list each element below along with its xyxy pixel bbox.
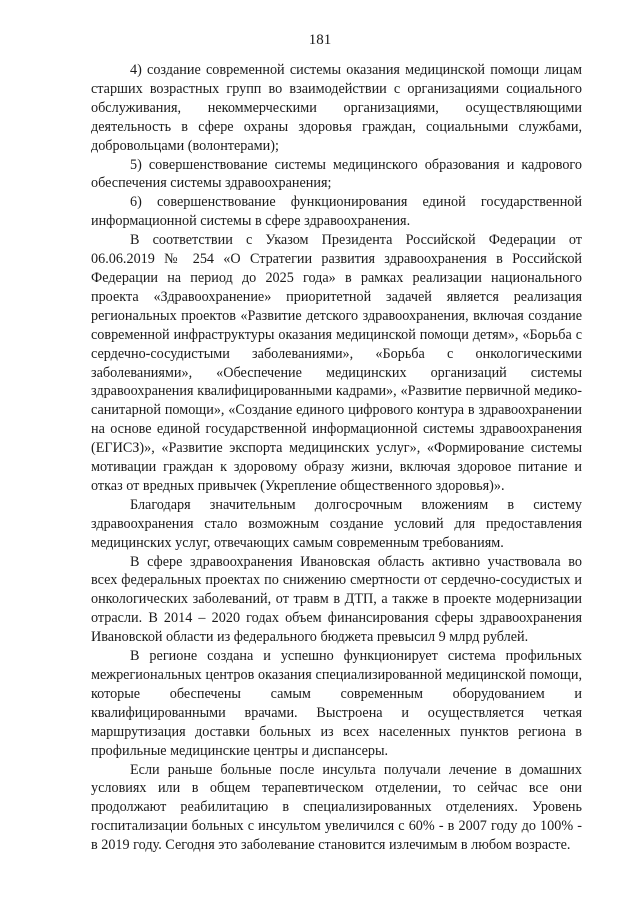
document-body (91, 61, 582, 855)
page-number: 181 (308, 32, 332, 48)
paragraph-projects: В соответствии с Указом Президента Российской Федерации от 06.06.2019 № 254 «О Стратегии развития здравоохранения в Российской Федерации на период до 2025 года» в рамках реализации национального проекта «Здравоохранение» приоритетной задачей является реализация региональных проектов «Развитие детского здравоохранения, включая создание современной инфраструктуры оказания медицинской помощи детям», «Борьба с сердечно-сосудистыми заболеваниями», «Борьба с онкологическими заболеваниями», «Обеспечение медицинских организаций системы здравоохранения квалифицированными кадрами», «Развитие первичной медико-санитарной помощи», «Создание единого цифрового контура в здравоохранении на основе единой государственной информационной системы здравоохранения (ЕГИСЗ)», «Развитие экспорта медицинских услуг», «Формирование системы мотивации граждан к здоровому образу жизни, включая здоровое питание и отказ от вредных привычек (Укрепление общественного здоровья)». (91, 232, 582, 494)
paragraph-item-6: 6) совершенствование функционирования единой государственной информационной системы в сфере здравоохранения. (91, 194, 582, 230)
paragraph-regional-centers: В регионе создана и успешно функционирует система профильных межрегиональных центров оказания специализированной медицинской помощи, которые обеспечены самым современным оборудованием и квалифицированными врачами. Выстроена и осуществляется четкая маршрутизация доставки больных из всех населенных пунктов региона в профильные медицинские центры и диспансеры. (91, 648, 582, 759)
paragraph-ivanovo-federal-projects: В сфере здравоохранения Ивановская область активно участвовала во всех федеральных проектах по снижению смертности от сердечно-сосудистых и онкологических заболеваний, от травм в ДТП, а также в проекте модернизации отрасли. В 2014 – 2020 годах объем финансирования сферы здравоохранения Ивановской области из федерального бюджета превысил 9 млрд рублей. (91, 553, 582, 646)
paragraph-item-5: 5) совершенствование системы медицинского образования и кадрового обеспечения системы здравоохранения; (91, 156, 582, 192)
paragraph-stroke-rehabilitation: Если раньше больные после инсульта получали лечение в домашних условиях или в общем терапевтическом отделении, то сейчас все они продолжают реабилитацию в специализированных отделениях. Уровень госпитализации больных с инсультом увеличился с 60% - в 2007 году до 100% - в 2019 году. Сегодня это заболевание становится излечимым в любом возрасте. (91, 761, 582, 854)
paragraph-investments: Благодаря значительным долгосрочным вложениям в систему здравоохранения стало возможным создание условий для предоставления медицинских услуг, отвечающих самым современным требованиям. (91, 496, 582, 551)
paragraph-item-4: 4) создание современной системы оказания медицинской помощи лицам старших возрастных групп во взаимодействии с организациями социального обслуживания, некоммерческими организациями, осуществляющими деятельность в сфере охраны здоровья граждан, социальными службами, добровольцами (волонтерами); (91, 62, 582, 154)
